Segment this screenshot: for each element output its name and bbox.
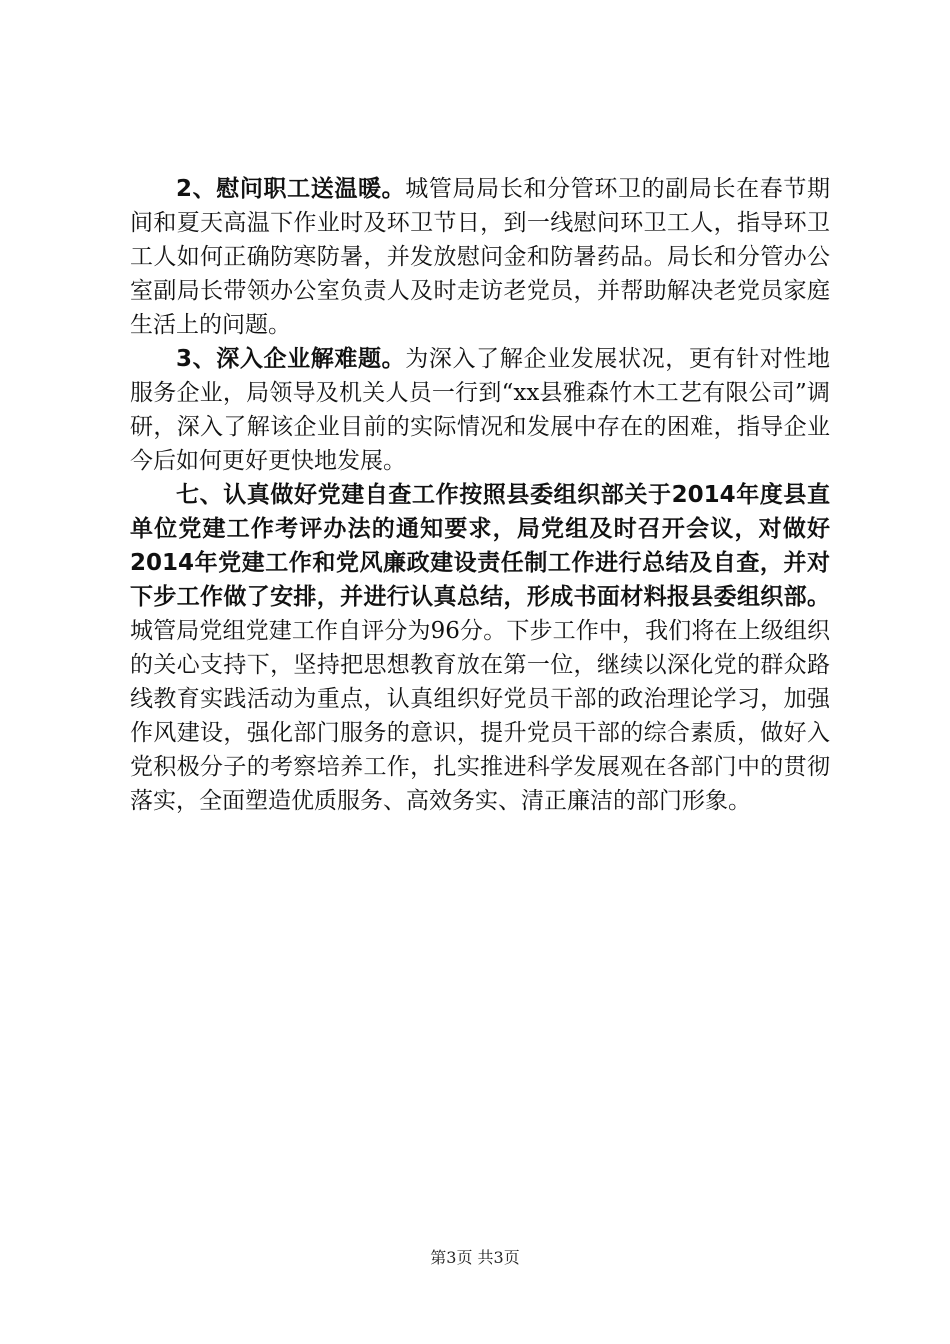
section-heading: 七、认真做好党建自查工作按照县委组织部关于2014年度县直单位党建工作考评办法的通知要求，局党组及时召开会议，对做好2014年党建工作和党风廉政建设责任制工作进行总结及自查，并对下步工作做了安排，并进行认真总结，形成书面材料报县委组织部。 [130,482,830,610]
paragraph-text: 城管局党组党建工作自评分为96分。下步工作中，我们将在上级组织的关心支持下，坚持把思想教育放在第一位，继续以深化党的群众路线教育实践活动为重点，认真组织好党员干部的政治理论学习，加强作风建设，强化部门服务的意识，提升党员干部的综合素质，做好入党积极分子的考察培养工作，扎实推进科学发展观在各部门中的贯彻落实，全面塑造优质服务、高效务实、清正廉洁的部门形象。 [130,618,830,814]
page-number-footer: 第3页 共3页 [430,1248,520,1267]
paragraph-party-self-check [130,478,830,818]
paragraph-enterprise-visit [130,342,830,478]
paragraph-comfort-workers [130,172,830,342]
document-body [130,172,830,818]
paragraph-text: 城管局局长和分管环卫的副局长在春节期间和夏天高温下作业时及环卫节日，到一线慰问环卫工人，指导环卫工人如何正确防寒防暑，并发放慰问金和防暑药品。局长和分管办公室副局长带领办公室负责人及时走访老党员，并帮助解决老党员家庭生活上的问题。 [130,176,830,338]
paragraph-heading: 2、慰问职工送温暖。 [176,176,406,202]
paragraph-heading: 3、深入企业解难题。 [176,346,406,372]
paragraph-text: 为深入了解企业发展状况，更有针对性地服务企业，局领导及机关人员一行到“xx县雅森竹木工艺有限公司”调研，深入了解该企业目前的实际情况和发展中存在的困难，指导企业今后如何更好更快地发展。 [130,346,830,474]
